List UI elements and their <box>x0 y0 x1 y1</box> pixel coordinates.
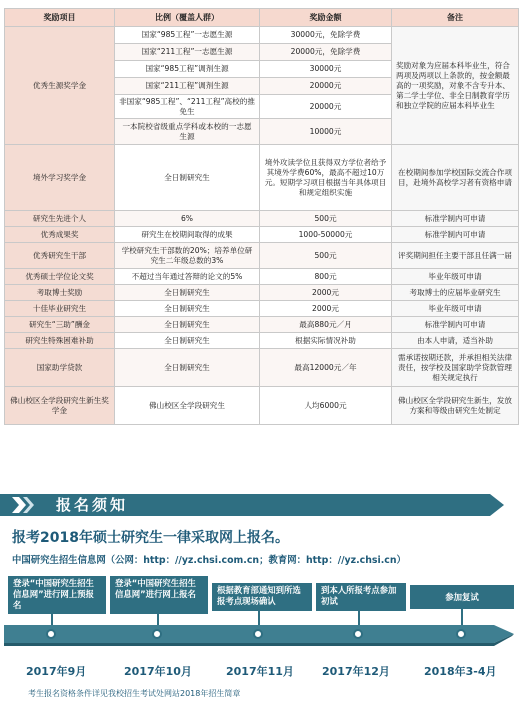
scope-cell: 全日制研究生 <box>115 349 260 387</box>
amount-cell: 2000元 <box>260 301 392 317</box>
website-urls: 中国研究生招生信息网（公网：http：//yz.chsi.com.cn；教育网：http：//yz.chsi.cn） <box>12 555 406 566</box>
table-row <box>5 285 519 301</box>
scope-cell: 学校研究生干部数的20%；培养单位研究生二年级总数的3% <box>115 243 260 269</box>
year-label: 2017年9月 <box>26 665 87 678</box>
banner-arrow-tip <box>490 494 504 516</box>
project-cell: 十佳毕业研究生 <box>5 301 115 317</box>
amount-cell: 人均6000元 <box>260 387 392 425</box>
table-row <box>5 145 519 211</box>
timeline-dot <box>152 629 162 639</box>
table-row <box>5 317 519 333</box>
amount-cell: 1000-50000元 <box>260 227 392 243</box>
timeline-dot <box>253 629 263 639</box>
scope-cell: 一本院校省级重点学科或本校的一志愿生源 <box>115 119 260 145</box>
note-cell: 评奖期间担任主要干部且任满一届 <box>392 243 519 269</box>
amount-cell: 最高880元／月 <box>260 317 392 333</box>
year-label: 2018年3-4月 <box>424 665 497 678</box>
year-label: 2017年10月 <box>124 665 192 678</box>
amount-cell: 根据实际情况补助 <box>260 333 392 349</box>
step-exam: 到本人所报考点参加初试 <box>316 583 406 611</box>
step-register: 登录“中国研究生招生信息网”进行网上报名 <box>110 576 208 614</box>
amount-cell: 20000元 <box>260 78 392 95</box>
header-scope: 比例（覆盖人群） <box>115 9 260 27</box>
scope-cell: 不超过当年通过答辩的论文的5% <box>115 269 260 285</box>
project-cell: 优秀成果奖 <box>5 227 115 243</box>
table-row <box>5 227 519 243</box>
amount-cell: 最高12000元／年 <box>260 349 392 387</box>
note-cell: 标准学制内可申请 <box>392 317 519 333</box>
table-header-row <box>5 9 519 27</box>
scope-cell: 全日制研究生 <box>115 145 260 211</box>
project-cell: 境外学习奖学金 <box>5 145 115 211</box>
step-preregister: 登录“中国研究生招生信息网”进行网上预报名 <box>8 576 106 614</box>
amount-cell: 20000元，免除学费 <box>260 44 392 61</box>
amount-cell: 30000元 <box>260 61 392 78</box>
scope-cell: 全日制研究生 <box>115 285 260 301</box>
note-cell: 考取博士的应届毕业研究生 <box>392 285 519 301</box>
table-row <box>5 27 519 44</box>
amount-cell: 30000元，免除学费 <box>260 27 392 44</box>
timeline-dot <box>46 629 56 639</box>
section-banner <box>0 492 522 518</box>
note-cell: 毕业年级可申请 <box>392 301 519 317</box>
header-amount: 奖励金额 <box>260 9 392 27</box>
project-cell: 优秀研究生干部 <box>5 243 115 269</box>
note-cell: 毕业年级可申请 <box>392 269 519 285</box>
step-confirm: 根据教育部通知到所选报考点现场确认 <box>212 583 312 611</box>
note-cell: 奖励对象为应届本科毕业生，符合两项及两项以上条款的，按金额最高的一项奖励，对象不含专升本、第二学士学位、非全日制教育学历和独立学院的应届本科毕业生 <box>392 27 519 145</box>
scholarship-table <box>4 8 519 425</box>
scope-cell: 全日制研究生 <box>115 317 260 333</box>
note-cell: 在校期间参加学校国际交流合作项目，赴境外高校学习者有资格申请 <box>392 145 519 211</box>
project-cell: 研究生先进个人 <box>5 211 115 227</box>
project-cell: 优秀硕士学位论文奖 <box>5 269 115 285</box>
amount-cell: 500元 <box>260 243 392 269</box>
timeline <box>4 621 518 661</box>
scope-cell: 全日制研究生 <box>115 333 260 349</box>
note-cell: 标准学制内可申请 <box>392 211 519 227</box>
amount-cell: 境外攻读学位且获得双方学位者给予其境外学费60%，最高不超过10万元。短期学习项目根据当年具体项目和规定组织实施 <box>260 145 392 211</box>
note-cell: 需承诺按期还款，并承担相关法律责任，按学校及国家助学贷款管理相关规定执行 <box>392 349 519 387</box>
project-cell: 国家助学贷款 <box>5 349 115 387</box>
timeline-dot <box>456 629 466 639</box>
headline: 报考2018年硕士研究生一律采取网上报名。 <box>12 530 289 546</box>
scope-cell: 国家“211工程”一志愿生源 <box>115 44 260 61</box>
project-cell: 研究生“三助”酬金 <box>5 317 115 333</box>
table-row <box>5 211 519 227</box>
amount-cell: 500元 <box>260 211 392 227</box>
amount-cell: 10000元 <box>260 119 392 145</box>
chevron-right-icon <box>8 494 38 516</box>
project-cell: 佛山校区全学段研究生新生奖学金 <box>5 387 115 425</box>
table-row <box>5 333 519 349</box>
project-cell: 研究生特殊困难补助 <box>5 333 115 349</box>
scope-cell: 全日制研究生 <box>115 301 260 317</box>
footer-note: 考生报名资格条件详见我校招生考试处网站2018年招生简章 <box>28 689 241 698</box>
note-cell: 标准学制内可申请 <box>392 227 519 243</box>
table-row <box>5 269 519 285</box>
year-label: 2017年12月 <box>322 665 390 678</box>
scope-cell: 国家“211工程”调剂生源 <box>115 78 260 95</box>
amount-cell: 800元 <box>260 269 392 285</box>
table-row <box>5 387 519 425</box>
year-label: 2017年11月 <box>226 665 294 678</box>
project-cell: 考取博士奖励 <box>5 285 115 301</box>
scope-cell: 研究生在校期间取得的成果 <box>115 227 260 243</box>
scope-cell: 6% <box>115 211 260 227</box>
note-cell: 由本人申请，适当补助 <box>392 333 519 349</box>
note-cell: 佛山校区全学段研究生新生，发放方案和等级由研究生处制定 <box>392 387 519 425</box>
scope-cell: 国家“985工程”调剂生源 <box>115 61 260 78</box>
step-retest: 参加复试 <box>410 585 514 609</box>
amount-cell: 2000元 <box>260 285 392 301</box>
scope-cell: 国家“985工程”一志愿生源 <box>115 27 260 44</box>
timeline-dot <box>353 629 363 639</box>
scope-cell: 非国家“985工程”、“211工程”高校的推免生 <box>115 95 260 119</box>
section-title: 报名须知 <box>56 496 129 514</box>
timeline-arrow <box>4 621 518 661</box>
scope-cell: 佛山校区全学段研究生 <box>115 387 260 425</box>
table-row <box>5 301 519 317</box>
table-row <box>5 349 519 387</box>
amount-cell: 20000元 <box>260 95 392 119</box>
project-cell: 优秀生源奖学金 <box>5 27 115 145</box>
table-row <box>5 243 519 269</box>
header-project: 奖励项目 <box>5 9 115 27</box>
header-note: 备注 <box>392 9 519 27</box>
